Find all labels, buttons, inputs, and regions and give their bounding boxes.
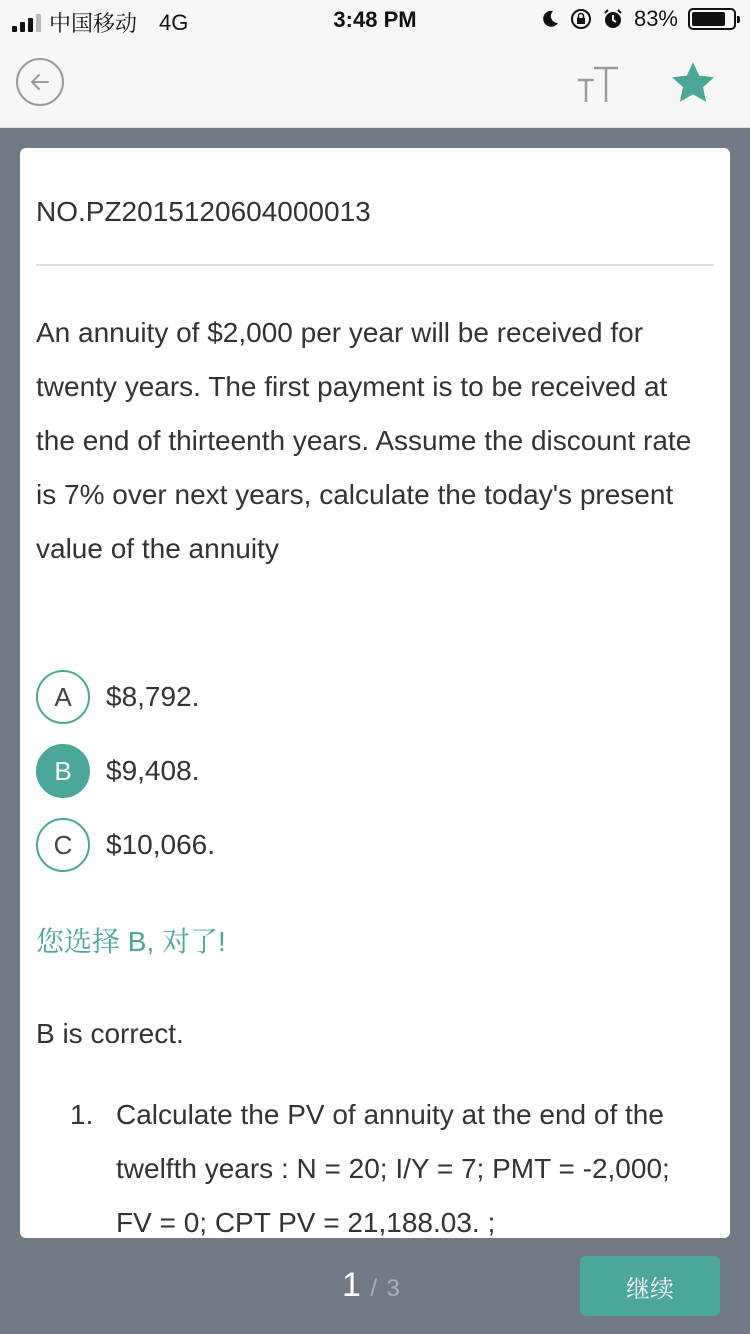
total-pages: 3 — [386, 1275, 400, 1302]
explanation-steps — [70, 1088, 710, 1238]
network-type: 4G — [159, 9, 189, 35]
option-text: $9,408. — [106, 755, 200, 786]
battery-percent: 83% — [633, 6, 678, 31]
option-b[interactable] — [36, 744, 708, 798]
nav-bar — [0, 40, 750, 128]
question-number: NO.PZ2015120604000013 — [36, 196, 371, 227]
alarm-icon — [602, 8, 624, 30]
step-number: 1. — [70, 1099, 94, 1130]
status-bar — [0, 0, 750, 40]
battery-icon — [688, 8, 736, 30]
option-a[interactable] — [36, 670, 708, 724]
step-text: Calculate the PV of annuity at the end of the twelfth years : N = 20; I/Y = 7; PMT = -2,000; FV = 0; CPT PV = 21,188.03. ; — [116, 1099, 670, 1238]
current-page: 1 — [342, 1266, 361, 1304]
result-message: 您选择 B, 对了! — [36, 926, 226, 957]
back-arrow-icon — [26, 68, 54, 96]
correct-statement: B is correct. — [36, 1018, 184, 1049]
options-list — [36, 670, 708, 892]
font-size-icon — [574, 62, 620, 106]
option-text: $10,066. — [106, 829, 215, 860]
carrier-name: 中国移动 — [49, 11, 138, 36]
question-card — [20, 148, 730, 1238]
moon-icon — [540, 9, 560, 29]
explanation-step — [70, 1088, 710, 1238]
status-time: 3:48 PM — [333, 7, 417, 32]
option-text: $8,792. — [106, 681, 200, 712]
continue-button[interactable]: 继续 — [580, 1256, 720, 1316]
status-right — [540, 6, 736, 32]
back-button[interactable] — [16, 58, 64, 106]
favorite-button[interactable] — [668, 58, 718, 108]
option-c[interactable] — [36, 818, 708, 872]
option-letter: B — [36, 744, 90, 798]
option-letter: A — [36, 670, 90, 724]
rotation-lock-icon — [570, 8, 592, 30]
star-icon — [668, 58, 718, 108]
page-separator: / — [370, 1275, 378, 1302]
font-size-button[interactable] — [574, 62, 620, 106]
page-indicator — [342, 1266, 400, 1305]
footer-bar — [0, 1238, 750, 1334]
question-text: An annuity of $2,000 per year will be received for twenty years. The first payment is to be received at the end of thirteenth years. Assume the discount rate is 7% over next years, calculate the today's present value of the annuity — [36, 317, 692, 564]
option-letter: C — [36, 818, 90, 872]
divider — [36, 264, 714, 266]
